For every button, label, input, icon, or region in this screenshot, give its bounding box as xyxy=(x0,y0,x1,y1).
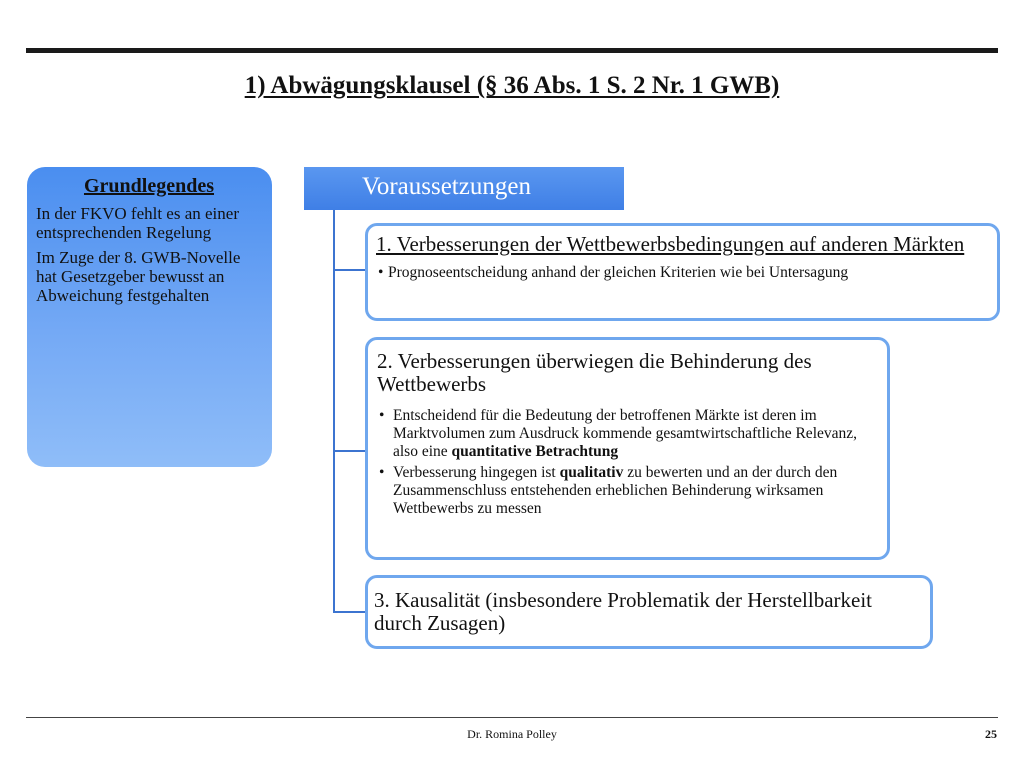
bullet-item xyxy=(377,464,877,518)
basics-panel xyxy=(27,167,272,467)
top-rule xyxy=(26,48,998,53)
footer-rule xyxy=(26,717,998,718)
bullet-bold: qualitativ xyxy=(559,464,624,481)
requirement-card-3 xyxy=(365,575,933,649)
requirement-bullets-2 xyxy=(377,407,877,518)
requirement-card-2 xyxy=(365,337,890,560)
connector-item-3 xyxy=(333,611,369,613)
footer-author: Dr. Romina Polley xyxy=(467,727,557,741)
requirement-title-3: 3. Kausalität (insbesondere Problematik der Herstellbarkeit durch Zusagen) xyxy=(374,588,873,635)
connector-item-2 xyxy=(333,450,369,452)
requirement-title-2: 2. Verbesserungen überwiegen die Behinderung des Wettbewerbs xyxy=(377,349,812,396)
basics-heading: Grundlegendes xyxy=(83,175,215,197)
bullet-text: zu bewerten und an der durch den Zusammenschluss entstehenden erheblichen Behinderung wirksamen Wettbewerbs zu messen xyxy=(393,464,838,517)
bullet-item xyxy=(377,407,877,461)
bullet-text: Verbesserung hingegen ist xyxy=(393,464,560,481)
requirement-card-1 xyxy=(365,223,1000,321)
basics-paragraph: Im Zuge der 8. GWB-Novelle hat Gesetzgeber bewusst an Abweichung festgehalten xyxy=(36,248,241,305)
bullet-bold: quantitative Betrachtung xyxy=(451,443,619,460)
bullet-text: Entscheidend für die Bedeutung der betroffenen Märkte ist deren im Marktvolumen zum Ausdruck kommende gesamtwirtschaftliche Relevanz, also eine xyxy=(393,407,858,460)
connector-item-1 xyxy=(333,269,369,271)
page-number: 25 xyxy=(985,727,997,741)
requirement-title-1: 1. Verbesserungen der Wettbewerbsbedingungen auf anderen Märkten xyxy=(376,232,965,256)
slide-title: 1) Abwägungsklausel (§ 36 Abs. 1 S. 2 Nr. 1 GWB) xyxy=(244,72,780,99)
requirement-bullets-1 xyxy=(376,264,989,282)
requirements-tab: Voraussetzungen xyxy=(304,167,624,210)
basics-paragraph: In der FKVO fehlt es an einer entsprechenden Regelung xyxy=(36,204,239,242)
bullet-item: • Prognoseentscheidung anhand der gleichen Kriterien wie bei Untersagung xyxy=(376,264,989,282)
